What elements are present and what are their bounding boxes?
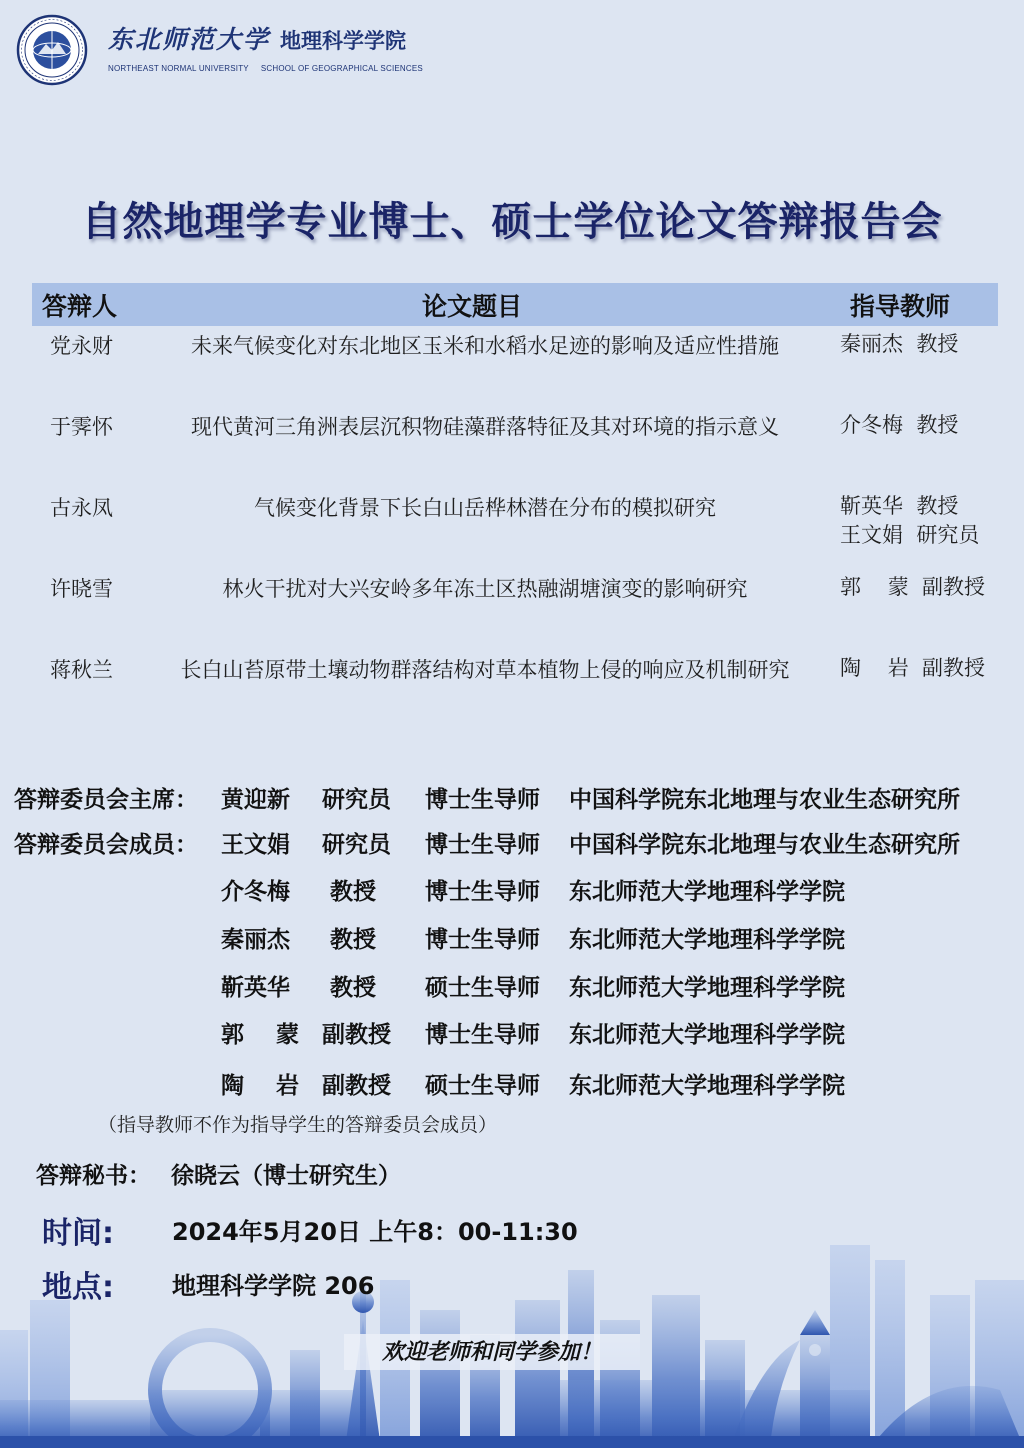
advisor-name: 秦丽杰 教授 [840,332,959,356]
welcome-banner: 欢迎老师和同学参加！ [344,1334,640,1370]
defender-name: 蒋秋兰 [50,658,113,682]
committee-member-rank: 博士生导师 [425,787,540,813]
secretary-line [36,1157,401,1190]
advisor-name: 介冬梅 教授 [840,413,959,437]
thesis-topic: 气候变化背景下长白山岳桦林潜在分布的模拟研究 [254,496,716,520]
advisor-name: 陶 岩 副教授 [840,656,986,680]
poster-title: 自然地理学专业博士、硕士学位论文答辩报告会 [81,199,943,245]
university-seal-icon [16,14,88,86]
committee-member-institution: 东北师范大学地理科学学院 [569,1073,845,1099]
place-value: 地理科学学院 206 [172,1272,375,1300]
committee-member-title: 研究员 [322,832,391,858]
thesis-topic: 长白山苔原带土壤动物群落结构对草本植物上侵的响应及机制研究 [180,658,790,682]
committee-member-name: 秦丽杰 [221,927,290,953]
time-label: 时间: [42,1216,114,1251]
advisor-name: 郭 蒙 副教授 [840,575,986,599]
time-value: 2024年5月20日 上午8：00-11:30 [172,1218,578,1246]
school-name-cn: 地理科学学院 [280,29,407,53]
advisor-name: 靳英华 教授 王文娟 研究员 [840,494,980,547]
committee-members-label: 答辩委员会成员： [14,832,198,858]
table-header [32,283,998,326]
committee-member-institution: 东北师范大学地理科学学院 [569,879,845,905]
committee-member-name: 郭 蒙 [221,1022,300,1048]
committee-member-institution: 东北师范大学地理科学学院 [569,1022,845,1048]
column-header-defender: 答辩人 [42,292,118,321]
committee-member-title: 教授 [330,879,376,905]
defender-name: 古永凤 [50,496,113,520]
brand-block [108,20,423,73]
secretary-value: 徐晓云（博士研究生） [171,1163,401,1189]
committee-member-title: 教授 [330,927,376,953]
committee-member-name: 介冬梅 [221,879,290,905]
committee-member-institution: 东北师范大学地理科学学院 [569,927,845,953]
committee-member-institution: 东北师范大学地理科学学院 [569,975,845,1001]
committee-member-rank: 硕士生导师 [425,975,540,1001]
committee-note: （指导教师不作为指导学生的答辩委员会成员） [98,1114,498,1136]
committee-member-title: 副教授 [322,1022,391,1048]
committee-member-title: 副教授 [322,1073,391,1099]
committee-member-title: 教授 [330,975,376,1001]
university-name-cn: 东北师范大学 [108,25,271,54]
committee-member-rank: 博士生导师 [425,1022,540,1048]
committee-member-name: 黄迎新 [221,787,290,813]
committee-member-title: 研究员 [322,787,391,813]
committee-member-institution: 中国科学院东北地理与农业生态研究所 [569,787,960,813]
defender-name: 党永财 [50,334,113,358]
place-label: 地点: [42,1270,114,1305]
committee-chair-label: 答辩委员会主席： [14,787,198,813]
university-name-en: NORTHEAST NORMAL UNIVERSITY [108,64,249,73]
committee-member-name: 靳英华 [221,975,290,1001]
committee-member-rank: 博士生导师 [425,879,540,905]
committee-member-rank: 博士生导师 [425,832,540,858]
committee-member-name: 陶 岩 [221,1073,300,1099]
column-header-advisor: 指导教师 [850,292,951,321]
committee-member-rank: 博士生导师 [425,927,540,953]
secretary-label: 答辩秘书： [36,1163,151,1189]
committee-member-institution: 中国科学院东北地理与农业生态研究所 [569,832,960,858]
committee-member-name: 王文娟 [221,832,290,858]
thesis-topic: 林火干扰对大兴安岭多年冻土区热融湖塘演变的影响研究 [222,577,748,601]
committee-member-rank: 硕士生导师 [425,1073,540,1099]
column-header-topic: 论文题目 [422,292,523,321]
defender-name: 许晓雪 [50,577,113,601]
thesis-topic: 现代黄河三角洲表层沉积物硅藻群落特征及其对环境的指示意义 [191,415,779,439]
school-name-en: SCHOOL OF GEOGRAPHICAL SCIENCES [260,64,423,73]
thesis-topic: 未来气候变化对东北地区玉米和水稻水足迹的影响及适应性措施 [191,334,779,358]
defender-name: 于霁怀 [50,415,113,439]
